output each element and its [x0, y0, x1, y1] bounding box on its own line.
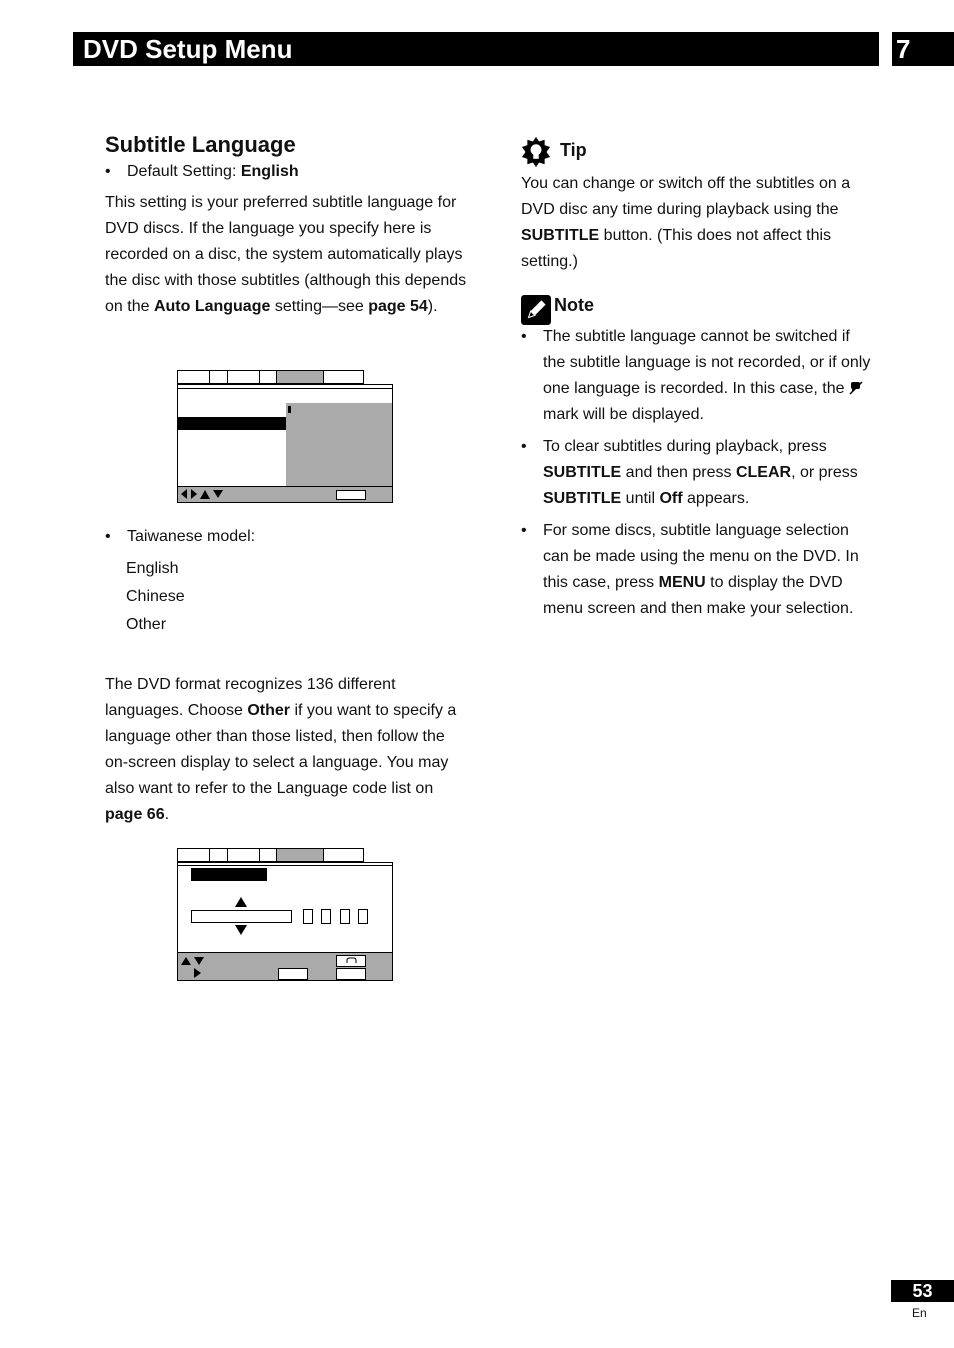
- taiwan-block: [105, 524, 467, 639]
- screen1-tab: [323, 370, 364, 384]
- note-list: [521, 324, 871, 622]
- screen1-highlight-row: [178, 417, 286, 430]
- screen2-tab: [177, 848, 209, 862]
- screen2-highlight: [191, 868, 267, 881]
- code-digit-box: [340, 909, 350, 924]
- subtitle-mark-icon: [849, 381, 863, 395]
- code-digit-box: [358, 909, 368, 924]
- header-bar: [73, 32, 879, 66]
- taiwan-options: [105, 555, 467, 639]
- screen1-options-panel: [286, 403, 392, 486]
- up-arrow-icon: [235, 897, 247, 907]
- note-item-2: • To clear subtitles during playback, press SUBTITLE and then press CLEAR, or press SUBTITLE until Off appears.: [521, 434, 871, 512]
- tip-heading: Tip: [560, 140, 587, 160]
- screen2-button: [278, 968, 308, 980]
- intro-paragraph: This setting is your preferred subtitle language for DVD discs. If the language you specify here is recorded on a disc, the system automatically plays the disc with those subtitles (although this depends on the Auto Language setting—see page 54).: [105, 194, 467, 315]
- screen1-tab-selected: [276, 370, 323, 384]
- tip-text: You can change or switch off the subtitles on a DVD disc any time during playback using the SUBTITLE button. (This does not affect this setting.): [521, 175, 851, 270]
- page-title: DVD Setup Menu: [83, 34, 293, 64]
- screen1-cursor: [288, 406, 291, 413]
- note-item-1: • The subtitle language cannot be switched if the subtitle language is not recorded, or if only one language is recorded. In this case, the mark will be displayed.: [521, 324, 871, 428]
- language-input-box: [191, 910, 292, 923]
- section-heading: Subtitle Language: [105, 132, 296, 157]
- note-heading: Note: [554, 295, 594, 315]
- code-digit-box: [303, 909, 313, 924]
- screen2-tab: [323, 848, 364, 862]
- option-other: Other: [126, 616, 167, 633]
- screen2-tab: [227, 848, 259, 862]
- navigation-keys-icon: [181, 956, 207, 978]
- left-column: [105, 131, 467, 320]
- screen2-button: [336, 968, 366, 980]
- screen2-tabs: [177, 848, 364, 862]
- down-arrow-icon: [235, 925, 247, 935]
- screen2-divider: [178, 865, 392, 866]
- screen1-tab: [177, 370, 209, 384]
- return-button: [336, 955, 366, 967]
- screen1-tab: [227, 370, 259, 384]
- screen2-tab: [259, 848, 276, 862]
- taiwan-label: • Taiwanese model:: [105, 524, 467, 550]
- arrow-keys-icon: [181, 489, 227, 499]
- return-icon: [345, 957, 357, 965]
- code-digit-box: [321, 909, 331, 924]
- languages-paragraph: The DVD format recognizes 136 different languages. Choose Other if you want to specify a language other than those listed, then follow the on-screen display to select a language. You may also want to refer to the Language code list on page 66.: [105, 676, 457, 823]
- note-item-3: • For some discs, subtitle language selection can be made using the menu on the DVD. In this case, press MENU to display the DVD menu screen and then make your selection.: [521, 518, 871, 622]
- screen1-divider: [178, 388, 392, 389]
- page-number: 53: [891, 1280, 954, 1302]
- screen1-tab: [209, 370, 227, 384]
- tip-lightbulb-icon: [521, 137, 551, 167]
- default-setting: • Default Setting: English: [105, 159, 467, 185]
- screen1-button: [336, 490, 366, 500]
- screen2-tab-selected: [276, 848, 323, 862]
- screen1-tab: [259, 370, 276, 384]
- language-code: En: [912, 1306, 927, 1320]
- setup-screen-2: [177, 862, 393, 981]
- screen2-tab: [209, 848, 227, 862]
- option-english: English: [126, 560, 179, 577]
- chapter-number: 7: [892, 32, 954, 66]
- option-chinese: Chinese: [126, 588, 185, 605]
- setup-screen-1: [177, 384, 393, 503]
- screen1-tabs: [177, 370, 364, 384]
- note-pencil-icon: [521, 295, 551, 325]
